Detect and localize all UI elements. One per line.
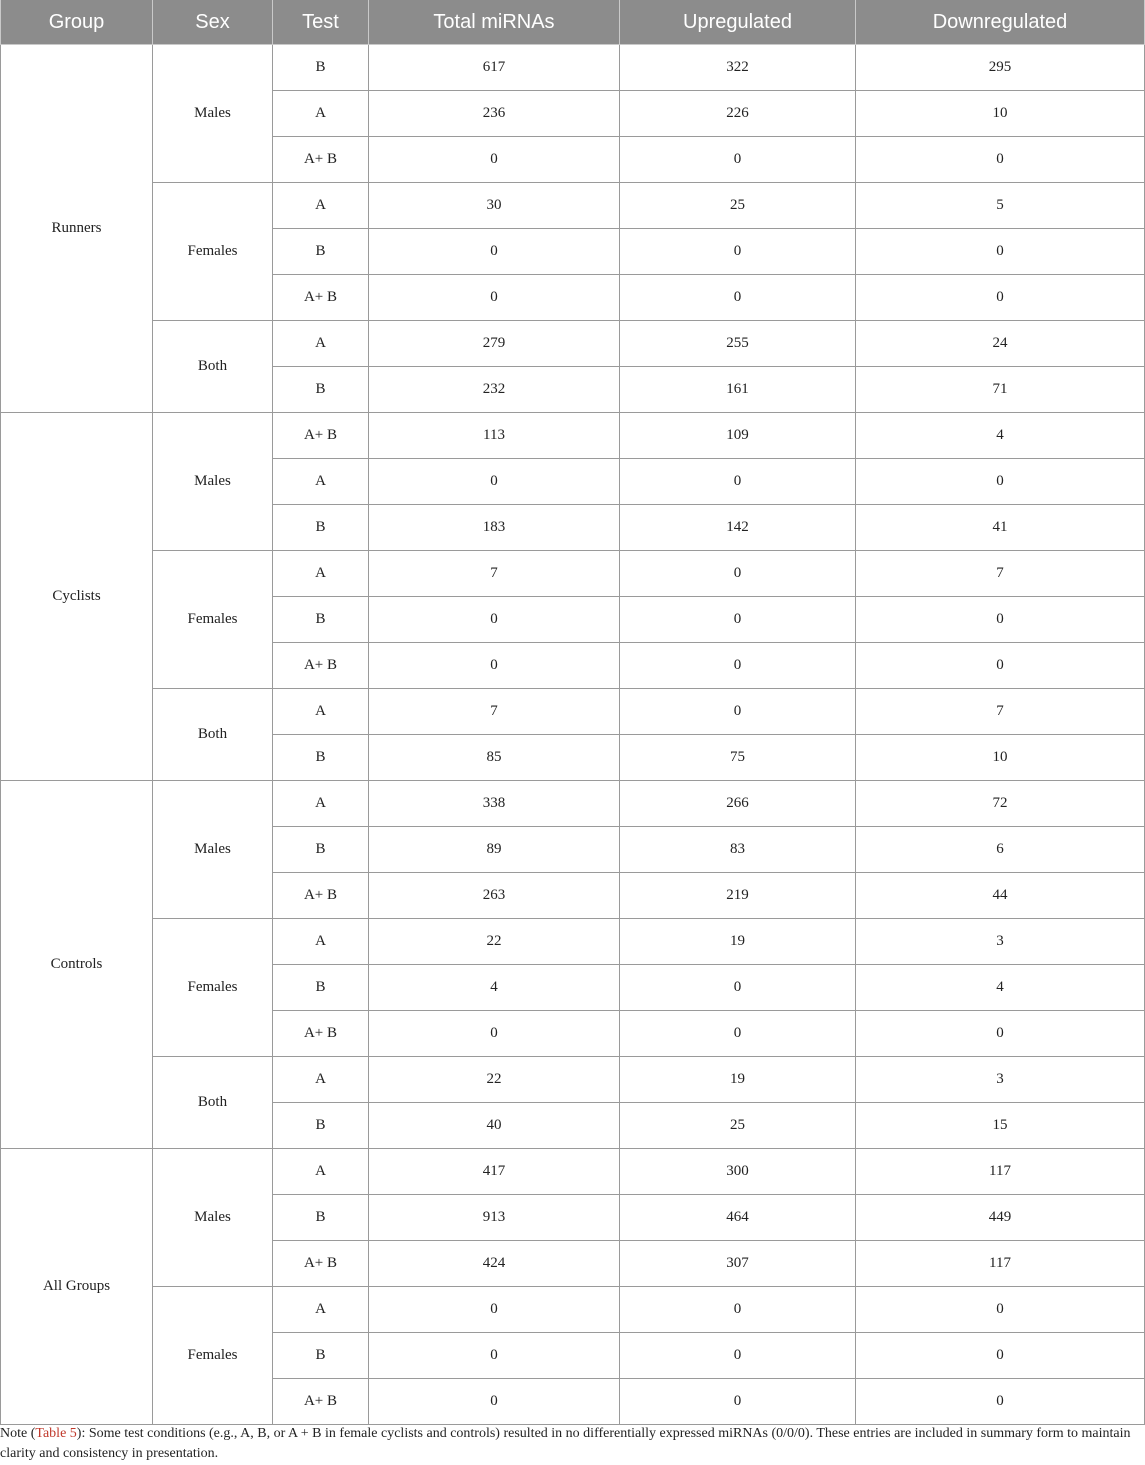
downregulated-cell: 10: [856, 735, 1145, 781]
upregulated-cell: 19: [620, 1057, 856, 1103]
total-mirnas-cell: 7: [369, 551, 620, 597]
downregulated-cell: 0: [856, 275, 1145, 321]
header-downregulated: Downregulated: [856, 0, 1145, 45]
downregulated-cell: 0: [856, 459, 1145, 505]
test-cell: B: [273, 1103, 369, 1149]
downregulated-cell: 3: [856, 919, 1145, 965]
table-row: [1, 321, 1145, 367]
test-cell: A: [273, 781, 369, 827]
header-test: Test: [273, 0, 369, 45]
total-mirnas-cell: 913: [369, 1195, 620, 1241]
total-mirnas-cell: 0: [369, 1287, 620, 1333]
sex-cell: Females: [153, 1287, 273, 1425]
total-mirnas-cell: 85: [369, 735, 620, 781]
upregulated-cell: 464: [620, 1195, 856, 1241]
total-mirnas-cell: 0: [369, 275, 620, 321]
test-cell: A+ B: [273, 275, 369, 321]
total-mirnas-cell: 113: [369, 413, 620, 459]
downregulated-cell: 10: [856, 91, 1145, 137]
total-mirnas-cell: 0: [369, 459, 620, 505]
table-row: [1, 1057, 1145, 1103]
upregulated-cell: 0: [620, 965, 856, 1011]
downregulated-cell: 7: [856, 551, 1145, 597]
table-row: [1, 1149, 1145, 1195]
downregulated-cell: 0: [856, 1333, 1145, 1379]
test-cell: A: [273, 551, 369, 597]
test-cell: B: [273, 597, 369, 643]
sex-cell: Both: [153, 1057, 273, 1149]
note-table-reference-link[interactable]: Table 5: [35, 1426, 77, 1441]
group-cell: Controls: [1, 781, 153, 1149]
downregulated-cell: 3: [856, 1057, 1145, 1103]
upregulated-cell: 300: [620, 1149, 856, 1195]
total-mirnas-cell: 0: [369, 229, 620, 275]
test-cell: B: [273, 1195, 369, 1241]
downregulated-cell: 0: [856, 1379, 1145, 1425]
test-cell: A: [273, 321, 369, 367]
sex-cell: Females: [153, 551, 273, 689]
downregulated-cell: 117: [856, 1241, 1145, 1287]
total-mirnas-cell: 0: [369, 137, 620, 183]
sex-cell: Females: [153, 183, 273, 321]
test-cell: B: [273, 367, 369, 413]
downregulated-cell: 5: [856, 183, 1145, 229]
test-cell: B: [273, 1333, 369, 1379]
upregulated-cell: 0: [620, 551, 856, 597]
total-mirnas-cell: 4: [369, 965, 620, 1011]
sex-cell: Males: [153, 45, 273, 183]
test-cell: A: [273, 459, 369, 505]
test-cell: A+ B: [273, 1241, 369, 1287]
total-mirnas-cell: 417: [369, 1149, 620, 1195]
total-mirnas-cell: 263: [369, 873, 620, 919]
test-cell: B: [273, 505, 369, 551]
total-mirnas-cell: 30: [369, 183, 620, 229]
upregulated-cell: 0: [620, 229, 856, 275]
downregulated-cell: 0: [856, 1011, 1145, 1057]
total-mirnas-cell: 89: [369, 827, 620, 873]
upregulated-cell: 25: [620, 1103, 856, 1149]
upregulated-cell: 0: [620, 1287, 856, 1333]
note-text: ): Some test conditions (e.g., A, B, or A + B in female cyclists and controls) resulted in no differentially expressed miRNAs (0/0/0). These entries are included in summary form to maintain clarity and consistency in presentation.: [0, 1426, 1131, 1461]
table-row: [1, 919, 1145, 965]
group-cell: All Groups: [1, 1149, 153, 1425]
test-cell: A+ B: [273, 137, 369, 183]
sex-cell: Both: [153, 689, 273, 781]
total-mirnas-cell: 0: [369, 597, 620, 643]
table-row: [1, 781, 1145, 827]
test-cell: A: [273, 91, 369, 137]
total-mirnas-cell: 183: [369, 505, 620, 551]
test-cell: B: [273, 827, 369, 873]
table-body: [1, 45, 1145, 1425]
upregulated-cell: 0: [620, 459, 856, 505]
test-cell: B: [273, 735, 369, 781]
test-cell: B: [273, 965, 369, 1011]
downregulated-cell: 0: [856, 1287, 1145, 1333]
upregulated-cell: 266: [620, 781, 856, 827]
test-cell: A: [273, 1057, 369, 1103]
total-mirnas-cell: 424: [369, 1241, 620, 1287]
header-sex: Sex: [153, 0, 273, 45]
upregulated-cell: 161: [620, 367, 856, 413]
upregulated-cell: 0: [620, 1011, 856, 1057]
upregulated-cell: 219: [620, 873, 856, 919]
table-header: [1, 0, 1145, 45]
sex-cell: Both: [153, 321, 273, 413]
total-mirnas-cell: 40: [369, 1103, 620, 1149]
upregulated-cell: 109: [620, 413, 856, 459]
table-row: [1, 183, 1145, 229]
upregulated-cell: 0: [620, 689, 856, 735]
total-mirnas-cell: 232: [369, 367, 620, 413]
upregulated-cell: 83: [620, 827, 856, 873]
downregulated-cell: 0: [856, 597, 1145, 643]
test-cell: A: [273, 689, 369, 735]
note-prefix: Note (: [0, 1426, 36, 1441]
sex-cell: Males: [153, 1149, 273, 1287]
downregulated-cell: 449: [856, 1195, 1145, 1241]
downregulated-cell: 0: [856, 137, 1145, 183]
downregulated-cell: 6: [856, 827, 1145, 873]
group-cell: Runners: [1, 45, 153, 413]
upregulated-cell: 19: [620, 919, 856, 965]
total-mirnas-cell: 617: [369, 45, 620, 91]
upregulated-cell: 142: [620, 505, 856, 551]
table-row: [1, 45, 1145, 91]
test-cell: A+ B: [273, 873, 369, 919]
downregulated-cell: 71: [856, 367, 1145, 413]
test-cell: A: [273, 183, 369, 229]
upregulated-cell: 0: [620, 643, 856, 689]
downregulated-cell: 0: [856, 643, 1145, 689]
table-row: [1, 1287, 1145, 1333]
table-row: [1, 689, 1145, 735]
downregulated-cell: 15: [856, 1103, 1145, 1149]
sex-cell: Males: [153, 781, 273, 919]
upregulated-cell: 307: [620, 1241, 856, 1287]
upregulated-cell: 25: [620, 183, 856, 229]
upregulated-cell: 0: [620, 275, 856, 321]
sex-cell: Females: [153, 919, 273, 1057]
total-mirnas-cell: 0: [369, 643, 620, 689]
test-cell: A: [273, 919, 369, 965]
header-group: Group: [1, 0, 153, 45]
total-mirnas-cell: 0: [369, 1333, 620, 1379]
sex-cell: Males: [153, 413, 273, 551]
upregulated-cell: 322: [620, 45, 856, 91]
upregulated-cell: 0: [620, 597, 856, 643]
total-mirnas-cell: 279: [369, 321, 620, 367]
total-mirnas-cell: 0: [369, 1379, 620, 1425]
downregulated-cell: 0: [856, 229, 1145, 275]
total-mirnas-cell: 338: [369, 781, 620, 827]
header-row: [1, 0, 1145, 45]
total-mirnas-cell: 236: [369, 91, 620, 137]
test-cell: A: [273, 1149, 369, 1195]
test-cell: A: [273, 1287, 369, 1333]
test-cell: A+ B: [273, 413, 369, 459]
downregulated-cell: 41: [856, 505, 1145, 551]
total-mirnas-cell: 7: [369, 689, 620, 735]
group-cell: Cyclists: [1, 413, 153, 781]
header-total-mirnas: Total miRNAs: [369, 0, 620, 45]
upregulated-cell: 75: [620, 735, 856, 781]
downregulated-cell: 295: [856, 45, 1145, 91]
test-cell: B: [273, 229, 369, 275]
test-cell: A+ B: [273, 1011, 369, 1057]
total-mirnas-cell: 22: [369, 919, 620, 965]
table-note: [0, 1424, 1142, 1464]
upregulated-cell: 0: [620, 137, 856, 183]
table-row: [1, 413, 1145, 459]
total-mirnas-cell: 22: [369, 1057, 620, 1103]
upregulated-cell: 226: [620, 91, 856, 137]
total-mirnas-cell: 0: [369, 1011, 620, 1057]
downregulated-cell: 24: [856, 321, 1145, 367]
downregulated-cell: 117: [856, 1149, 1145, 1195]
downregulated-cell: 4: [856, 413, 1145, 459]
downregulated-cell: 4: [856, 965, 1145, 1011]
upregulated-cell: 255: [620, 321, 856, 367]
header-upregulated: Upregulated: [620, 0, 856, 45]
upregulated-cell: 0: [620, 1379, 856, 1425]
test-cell: B: [273, 45, 369, 91]
table-row: [1, 551, 1145, 597]
test-cell: A+ B: [273, 1379, 369, 1425]
downregulated-cell: 7: [856, 689, 1145, 735]
test-cell: A+ B: [273, 643, 369, 689]
downregulated-cell: 72: [856, 781, 1145, 827]
downregulated-cell: 44: [856, 873, 1145, 919]
upregulated-cell: 0: [620, 1333, 856, 1379]
